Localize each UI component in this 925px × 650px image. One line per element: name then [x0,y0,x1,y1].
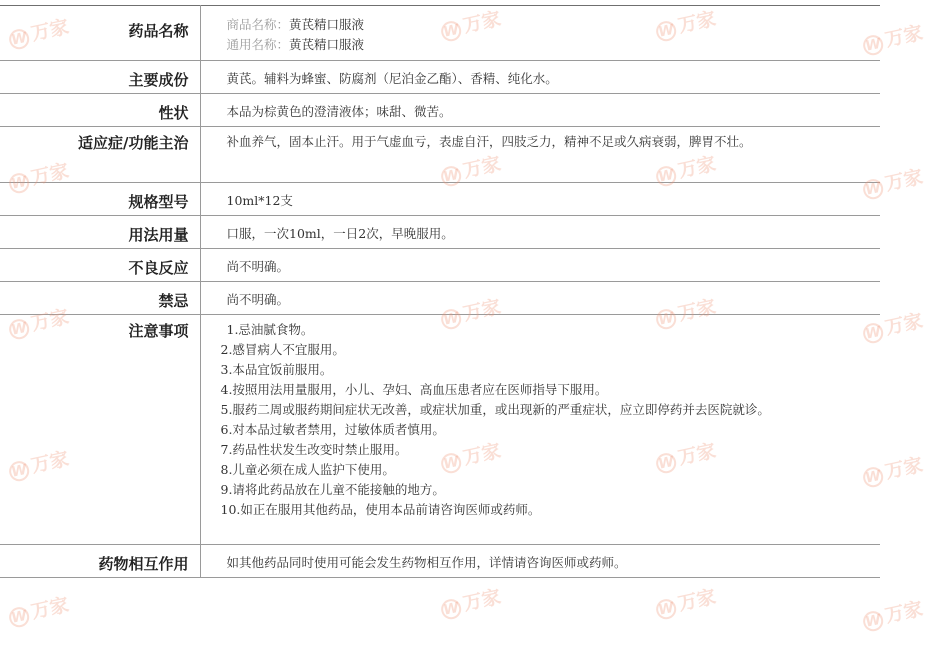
value-contra: 尚不明确。 [200,282,880,315]
watermark-logo: W万家 [860,306,925,345]
precaution-item: 1.忌油腻食物。 [226,322,314,337]
watermark-logo: W万家 [6,156,71,195]
row-contra [0,282,880,315]
precaution-item: 3.本品宜饭前服用。 [220,362,333,377]
value-name [200,6,880,61]
watermark-logo: W万家 [653,436,718,475]
value-usage: 口服，一次10ml，一日2次，早晚服用。 [200,216,880,249]
label-interactions: 药物相互作用 [0,545,200,578]
precaution-item: 2.感冒病人不宜服用。 [220,342,345,357]
label-appearance: 性状 [0,94,200,127]
label-indications: 适应症/功能主治 [0,127,200,183]
watermark-logo: W万家 [6,302,71,341]
watermark-logo: W万家 [6,590,71,629]
watermark-logo: W万家 [6,12,71,51]
precaution-item: 5.服药二周或服药期间症状无改善，或症状加重，或出现新的严重症状，应立即停药并去医院就诊。 [220,402,770,417]
watermark-logo: W万家 [438,292,503,331]
watermark-logo: W万家 [653,292,718,331]
generic-name [227,35,791,55]
watermark-logo: W万家 [653,582,718,621]
value-ingredients: 黄芪。辅料为蜂蜜、防腐剂（尼泊金乙酯）、香精、纯化水。 [200,61,880,94]
value-spec: 10ml*12支 [200,183,880,216]
row-appearance [0,94,880,127]
watermark-logo: W万家 [860,594,925,633]
row-spec [0,183,880,216]
label-adverse: 不良反应 [0,249,200,282]
watermark-logo: W万家 [653,4,718,43]
label-ingredients: 主要成份 [0,61,200,94]
row-adverse [0,249,880,282]
trade-name-value: 黄芪精口服液 [289,17,365,32]
label-contra: 禁忌 [0,282,200,315]
watermark-logo: W万家 [860,162,925,201]
row-precautions [0,315,880,545]
value-precautions [200,315,880,545]
watermark-logo: W万家 [438,582,503,621]
row-ingredients [0,61,880,94]
watermark-logo: W万家 [438,436,503,475]
precaution-item: 8.儿童必须在成人监护下使用。 [220,462,395,477]
precaution-item: 4.按照用法用量服用，小儿、孕妇、高血压患者应在医师指导下服用。 [220,382,608,397]
generic-name-value: 黄芪精口服液 [289,37,365,52]
precaution-item: 7.药品性状发生改变时禁止服用。 [220,442,408,457]
watermark-logo: W万家 [438,4,503,43]
watermark-logo: W万家 [860,18,925,57]
label-usage: 用法用量 [0,216,200,249]
value-indications: 补血养气，固本止汗。用于气虚血亏，表虚自汗，四肢乏力，精神不足或久病衰弱，脾胃不壮。 [200,127,880,183]
drug-info-table [0,5,880,578]
trade-name [227,15,791,35]
row-indications [0,127,880,183]
watermark-logo: W万家 [860,450,925,489]
row-usage [0,216,880,249]
watermark-logo: W万家 [438,149,503,188]
precaution-item: 9.请将此药品放在儿童不能接触的地方。 [220,482,445,497]
trade-name-key: 商品名称： [226,17,290,32]
label-name: 药品名称 [0,6,200,61]
value-adverse: 尚不明确。 [200,249,880,282]
value-appearance: 本品为棕黄色的澄清液体；味甜、微苦。 [200,94,880,127]
watermark-logo: W万家 [6,444,71,483]
label-precautions: 注意事项 [0,315,200,545]
precaution-item: 10.如正在服用其他药品，使用本品前请咨询医师或药师。 [220,502,541,517]
row-interactions [0,545,880,578]
generic-name-key: 通用名称： [226,37,290,52]
precaution-item: 6.对本品过敏者禁用，过敏体质者慎用。 [220,422,445,437]
watermark-logo: W万家 [653,149,718,188]
value-interactions: 如其他药品同时使用可能会发生药物相互作用，详情请咨询医师或药师。 [200,545,880,578]
label-spec: 规格型号 [0,183,200,216]
row-name [0,6,880,61]
